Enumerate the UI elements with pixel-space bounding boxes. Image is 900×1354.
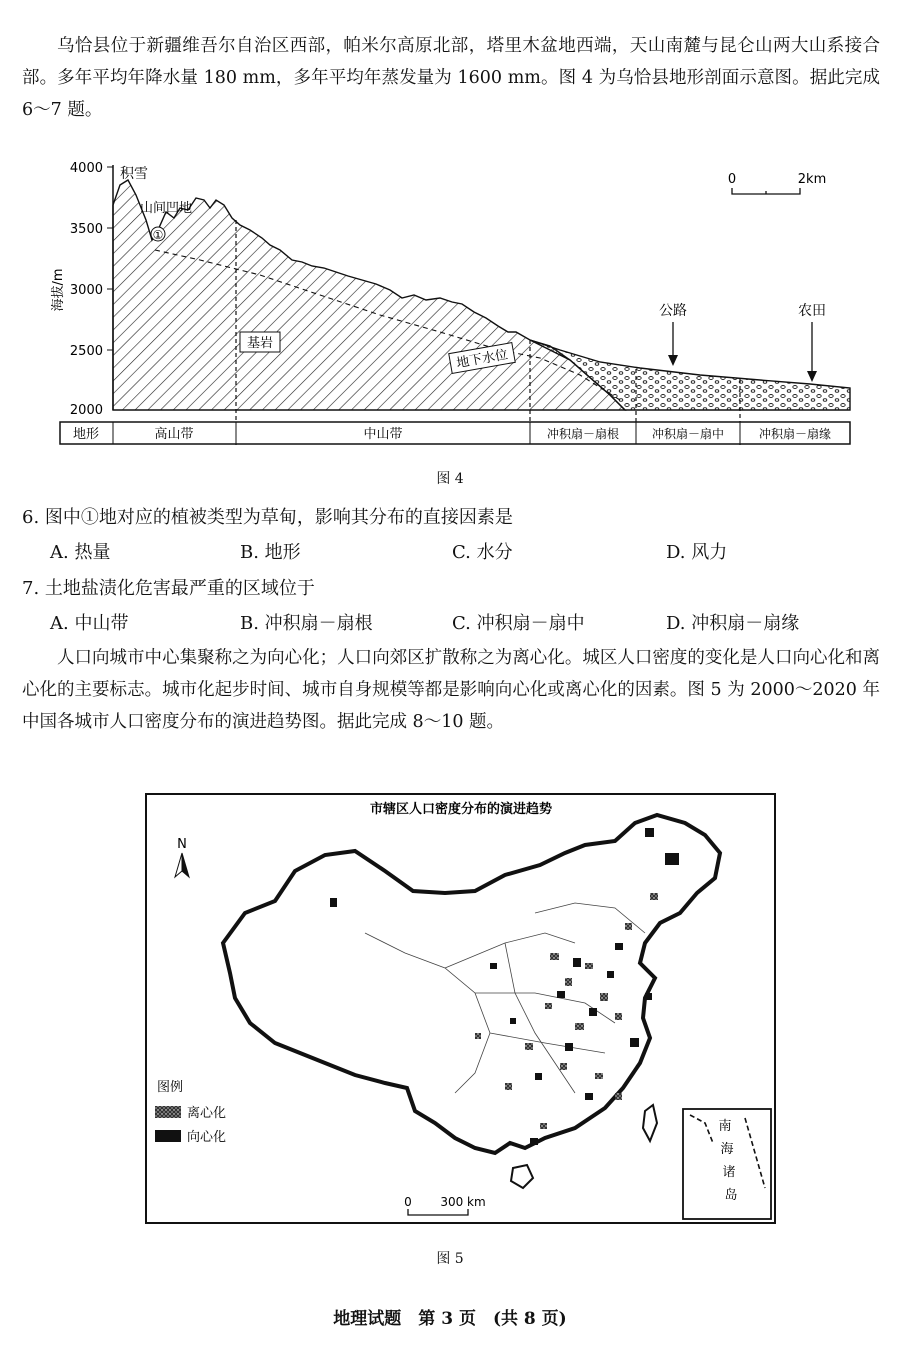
farmland-label: 农田 [798,303,826,319]
q6-option-d: D. 风力 [666,542,728,563]
q6-option-c: C. 水分 [452,542,513,563]
figure-4-caption: 图 4 [436,471,464,487]
svg-text:N: N [177,837,187,852]
q6-option-a: A. 热量 [50,542,111,563]
q6-option-b: B. 地形 [240,542,301,563]
y-tick-3500: 3500 [69,222,103,237]
y-axis-label: 海拔/m [51,268,66,312]
inset-label-dao: 岛 [724,1188,738,1203]
zone-fan-middle: 冲积扇－扇中 [651,427,725,441]
legend-swatch-centrifugal [155,1106,181,1118]
figure-5-map [145,793,777,1225]
legend-title: 图例 [157,1080,184,1095]
marker-1: ① [152,228,164,242]
q7-option-c: C. 冲积扇－扇中 [452,613,585,634]
inset-label-zhu: 诸 [722,1165,736,1180]
question-7-stem: 7. 土地盐渍化危害最严重的区域位于 [22,578,315,599]
q7-option-b: B. 冲积扇－扇根 [240,613,373,634]
figure-5-caption: 图 5 [436,1251,464,1267]
zone-header: 地形 [72,427,100,442]
inset-label-hai: 海 [720,1142,734,1157]
zone-fan-root: 冲积扇－扇根 [546,427,620,441]
y-tick-2000: 2000 [69,403,103,418]
scale-km: 2km [797,172,827,187]
page-footer: 地理试题 第 3 页 (共 8 页) [333,1309,567,1329]
intro-paragraph-2: 人口向城市中心集聚称之为向心化；人口向郊区扩散称之为离心化。城区人口密度的变化是人口向心化和离心化的主要标志。城市化起步时间、城市自身规模等都是影响向心化或离心化的因素。图 5 为 2000～2020 年中国各城市人口密度分布的演进趋势图。据此完成 8～10 题。 [22,648,880,732]
legend-label-centrifugal: 离心化 [187,1106,227,1121]
y-tick-3000: 3000 [69,283,103,298]
map-title: 市辖区人口密度分布的演进趋势 [369,802,553,817]
bedrock-label: 基岩 [246,336,274,351]
y-tick-4000: 4000 [69,161,103,176]
zone-middle-mountain: 中山带 [363,427,403,442]
basin-label: 山间凹地 [140,201,193,216]
zone-fan-edge: 冲积扇－扇缘 [758,427,832,441]
y-tick-2500: 2500 [69,344,103,359]
legend-swatch-centripetal [155,1130,181,1142]
inset-label-nan: 南 [718,1119,732,1134]
snow-label: 积雪 [120,166,148,182]
scale-zero: 0 [727,172,737,187]
q7-option-d: D. 冲积扇－扇缘 [666,613,800,634]
map-scale-km: 300 km [440,1195,486,1209]
road-label: 公路 [659,303,687,319]
question-6-stem: 6. 图中①地对应的植被类型为草甸，影响其分布的直接因素是 [22,507,513,528]
figure-4-terrain-profile [0,150,900,450]
legend-label-centripetal: 向心化 [187,1130,227,1145]
zone-alpine: 高山带 [154,427,194,442]
intro-paragraph-1: 乌恰县位于新疆维吾尔自治区西部，帕米尔高原北部，塔里木盆地西端，天山南麓与昆仑山两大山系接合部。多年平均年降水量 180 mm，多年平均年蒸发量为 1600 mm。图 4 为乌恰县地形剖面示意图。据此完成 6～7 题。 [22,36,880,120]
groundwater-label: 地下水位 [455,347,510,372]
q7-option-a: A. 中山带 [50,613,129,634]
map-scale-zero: 0 [404,1195,412,1209]
scale-bar [732,188,800,194]
